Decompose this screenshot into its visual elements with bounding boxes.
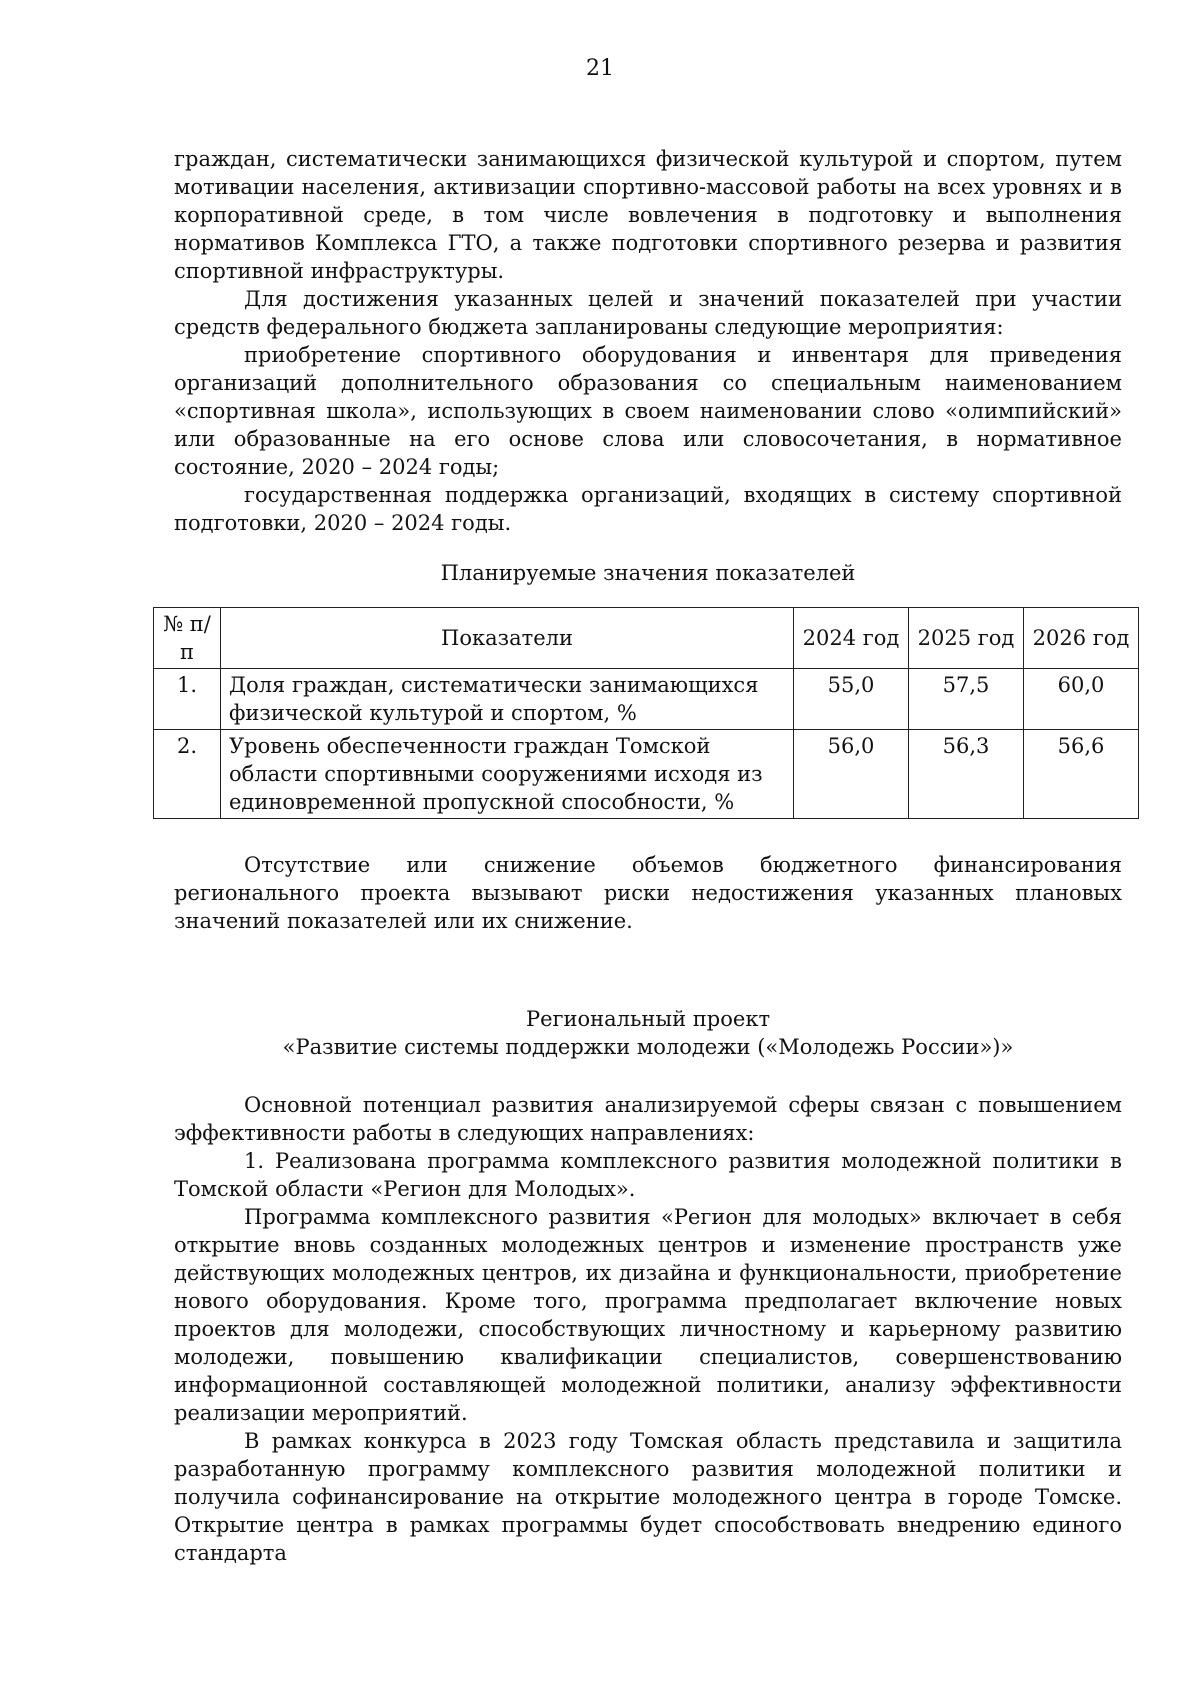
row-value-2024: 55,0	[794, 669, 909, 730]
table-row	[154, 730, 1139, 819]
header-number: № п/п	[154, 608, 221, 669]
header-2025: 2025 год	[909, 608, 1024, 669]
paragraph-program-implemented: 1. Реализована программа комплексного развития молодежной политики в Томской области «Регион для Молодых».	[174, 1149, 1122, 1201]
table-row	[154, 669, 1139, 730]
row-value-2025: 57,5	[909, 669, 1024, 730]
paragraph-measures-intro: Для достижения указанных целей и значений показателей при участии средств федерального бюджета запланированы следующие мероприятия:	[174, 287, 1122, 339]
header-2024: 2024 год	[794, 608, 909, 669]
row-number: 1.	[154, 669, 221, 730]
row-value-2026: 60,0	[1024, 669, 1139, 730]
row-value-2024: 56,0	[794, 730, 909, 819]
project-title-line1: Региональный проект	[525, 1007, 771, 1031]
paragraph-program-description: Программа комплексного развития «Регион для молодых» включает в себя открытие вновь созданных молодежных центров и изменение пространств уже действующих молодежных центров, их дизайна и функциональности, приобретение нового оборудования. Кроме того, программа предполагает включение новых проектов для молодежи, способствующих личностному и карьерному развитию молодежи, повышению квалификации специалистов, совершенствованию информационной составляющей молодежной политики, анализу эффективности реализации мероприятий.	[174, 1205, 1122, 1425]
paragraph-continuation: граждан, систематически занимающихся физической культурой и спортом, путем мотивации населения, активизации спортивно-массовой работы на всех уровнях и в корпоративной среде, в том числе вовлечения в подготовку и выполнения нормативов Комплекса ГТО, а также подготовки спортивного резерва и развития спортивной инфраструктуры.	[174, 147, 1122, 283]
row-number: 2.	[154, 730, 221, 819]
row-value-2026: 56,6	[1024, 730, 1139, 819]
row-indicator: Доля граждан, систематически занимающихся физической культурой и спортом, %	[221, 669, 794, 730]
paragraph-measure-support: государственная поддержка организаций, входящих в систему спортивной подготовки, 2020 – 2024 годы.	[174, 483, 1122, 535]
row-indicator: Уровень обеспеченности граждан Томской области спортивными сооружениями исходя из единовременной пропускной способности, %	[221, 730, 794, 819]
document-body	[163, 145, 1130, 1567]
table-header-row	[154, 608, 1139, 669]
project-title-line2: «Развитие системы поддержки молодежи («Молодежь России»)»	[282, 1035, 1014, 1059]
paragraph-competition: В рамках конкурса в 2023 году Томская область представила и защитила разработанную программу комплексного развития молодежной политики и получила софинансирование на открытие молодежного центра в городе Томске. Открытие центра в рамках программы будет способствовать внедрению единого стандарта	[174, 1429, 1122, 1565]
header-2026: 2026 год	[1024, 608, 1139, 669]
header-indicators: Показатели	[221, 608, 794, 669]
paragraph-risks: Отсутствие или снижение объемов бюджетного финансирования регионального проекта вызывают риски недостижения указанных плановых значений показателей или их снижение.	[174, 853, 1122, 933]
page-number: 21	[586, 56, 614, 81]
paragraph-potential: Основной потенциал развития анализируемой сферы связан с повышением эффективности работы в следующих направлениях:	[174, 1093, 1122, 1145]
table-title: Планируемые значения показателей	[440, 561, 856, 585]
paragraph-measure-equipment: приобретение спортивного оборудования и инвентаря для приведения организаций дополнительного образования со специальным наименованием «спортивная школа», использующих в своем наименовании слово «олимпийский» или образованные на его основе слова или словосочетания, в нормативное состояние, 2020 – 2024 годы;	[174, 343, 1122, 479]
indicators-table	[153, 607, 1139, 819]
row-value-2025: 56,3	[909, 730, 1024, 819]
